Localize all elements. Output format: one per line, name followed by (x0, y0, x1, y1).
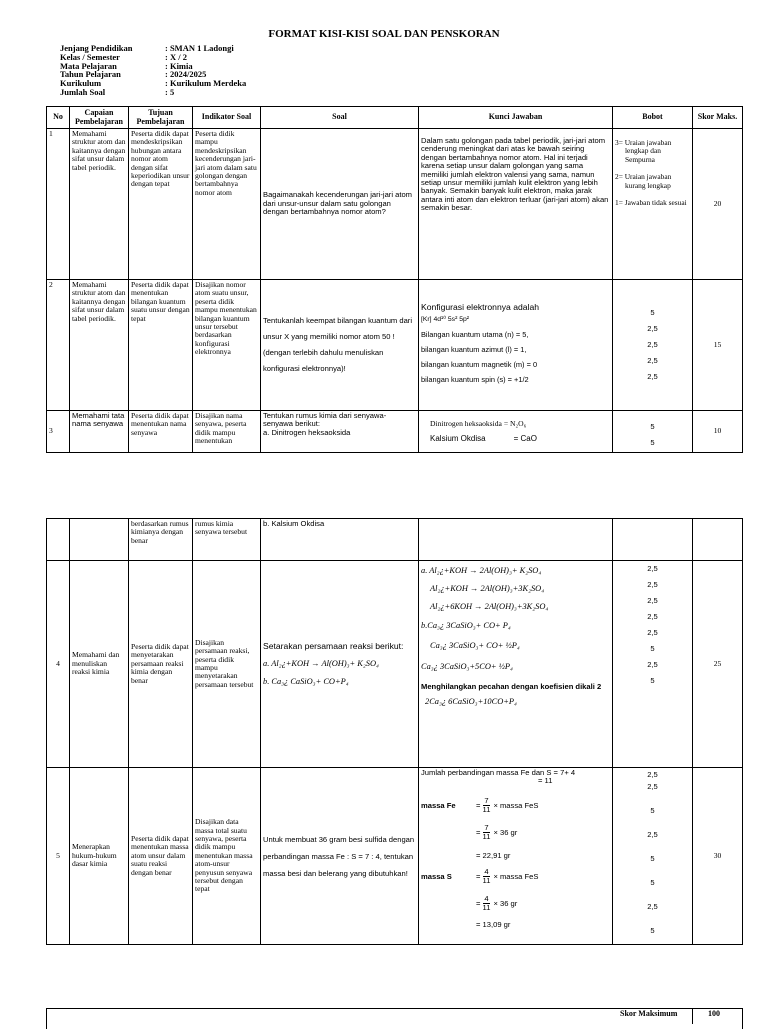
kunci-line: b.Ca₃¿ 3CaSiO₃+ CO+ P₄ (421, 621, 511, 630)
kunci-final: 2Ca₃¿ 6CaSiO₃+10CO+P₄ (425, 697, 517, 706)
kunci-note: Menghilangkan pecahan dengan koefisien dikali 2 (421, 682, 602, 691)
cell-capaian: Memahami dan menuliskan reaksi kimia (70, 561, 129, 768)
cell-kunci (419, 280, 613, 411)
kunci-title: Konfigurasi elektronnya adalah (421, 301, 540, 312)
kunci-line: = 11 (538, 776, 553, 786)
meta-value: : 2024/2025 (165, 69, 207, 80)
kunci-line: = 13,09 gr (476, 919, 511, 929)
cell-no: 2 (47, 280, 70, 411)
cell-soal: Untuk membuat 36 gram besi sulfida dengan perbandingan massa Fe : S = 7 : 4, tentukan massa besi dan belerang yang dibutuhkan! (261, 768, 419, 945)
kunci-line: × massa FeS (493, 800, 539, 810)
cell-no: 1 (47, 129, 70, 280)
bobot-item: 5 (650, 422, 655, 431)
kunci-config: [Kr] 4d¹⁰ 5s² 5p² (421, 316, 470, 324)
cell-bobot (613, 768, 693, 945)
meta-label: Kelas / Semester (60, 51, 120, 62)
skor-maksimum-label: Skor Maksimum (620, 1009, 678, 1018)
meta-value: : Kimia (165, 60, 193, 71)
cell-soal (261, 561, 419, 768)
bobot-item: 2,5 (647, 596, 658, 605)
kunci-line: × 36 gr (493, 827, 518, 837)
header-tujuan: Tujuan Pembelajaran (129, 107, 193, 129)
cell-kunci: Jumlah perbandingan massa Fe dan S = 7+ 4 = 11 massa Fe = $\frac{7}{11}$ × massa FeS = $\frac{7}{11}$ × 36 gr = 22,91 gr massa S = $\frac{4}{11}$ × massa FeS = $\frac{4}{11}$ × 36 gr = 13,09 gr (419, 768, 613, 945)
kunci-line: Jumlah perbandingan massa Fe dan S = 7+ 4 (421, 768, 576, 777)
bobot-item: 2,5 (647, 356, 658, 365)
fe-label: massa Fe (421, 800, 456, 810)
bobot-item: 5 (650, 308, 655, 317)
bobot-item: 2,5 (647, 660, 658, 669)
cell-bobot (613, 280, 693, 411)
meta-label: Tahun Pelajaran (60, 69, 121, 80)
kunci-line: Ca₃¿ 3CaSiO₃+5CO+ ½P₄ (421, 662, 513, 671)
table-row (47, 768, 743, 945)
kunci-b-value: = CaO (513, 434, 537, 444)
table-row (47, 411, 743, 453)
kunci-line (421, 428, 610, 443)
cell-tujuan: berdasarkan rumus kimianya dengan benar (129, 519, 193, 561)
bobot-item: 2,5 (647, 770, 658, 779)
cell-indikator: Disajikan data massa total suatu senyawa, peserta didik mampu menentukan massa atom-unsur penyusun senyawa tersebut dengan tepat (193, 768, 261, 945)
bobot-item: 2,5 (647, 340, 658, 349)
kunci-line: Dinitrogen heksaoksida = N₂O₆ (430, 419, 527, 428)
table-row (47, 519, 743, 561)
cell-capaian: Memahami tata nama senyawa (70, 411, 129, 453)
meta-label: Jumlah Soal (60, 86, 106, 97)
bobot-item: 5 (650, 438, 655, 447)
header-indikator: Indikator Soal (193, 107, 261, 129)
bobot-item: 2,5 (647, 564, 658, 573)
fraction: $\frac{7}{11}$ (482, 796, 491, 815)
table-row (47, 280, 743, 411)
cell-no: 3 (47, 411, 70, 453)
bobot-item: 3= Uraian jawaban lengkap dan Sempurna (615, 138, 672, 164)
bobot-item: 2,5 (647, 782, 658, 791)
cell-skor: 10 (693, 411, 743, 453)
cell-tujuan: Peserta didik dapat menyetarakan persamaan reaksi kimia dengan benar (129, 561, 193, 768)
bobot-item: 2,5 (647, 902, 658, 911)
soal-item: a. Al₂¿+KOH → Al(OH)₃+ K₂SO₄ (263, 658, 379, 668)
kunci-b-label: Kalsium Okdisa (430, 434, 486, 444)
meta-label: Kurikulum (60, 78, 102, 89)
cell-indikator: Disajikan nomor atom suatu unsur, peserta didik mampu menentukan bilangan kuantum unsur tersebut berdasarkan konfigurasi elektronnya (193, 280, 261, 411)
s-label: massa S (421, 871, 452, 881)
meta-value: : SMAN 1 Ladongi (165, 43, 234, 53)
fraction: $\frac{7}{11}$ (482, 823, 491, 842)
soal-text: Tentukan rumus kimia dari senyawa-senyawa berikut: (263, 411, 387, 429)
grid-table-page1 (46, 106, 743, 453)
cell-kunci: Dalam satu golongan pada tabel periodik, jari-jari atom cenderung meningkat dari atas ke bawah seiring dengan bertambahnya nomor atom. Hal ini terjadi karena setiap unsur dalam golongan yang sama memiliki jumlah elektron valensi yang sama, namun setiap unsur memiliki jumlah kulit elektron yang lebih banyak. Semakin banyak kulit elektron, maka jarak antara inti atom dan elektron terluar (jari-jari atom) akan semakin besar. (419, 129, 613, 280)
cell-skor: 20 (693, 129, 743, 280)
grid-table-page2 (46, 518, 743, 945)
kunci-line: Bilangan kuantum utama (n) = 5, (421, 330, 529, 340)
soal-item: a. Dinitrogen heksaoksida (263, 427, 351, 437)
cell-tujuan: Peserta didik dapat mendeskripsikan hubungan antara nomor atom dengan sifat keperiodikan unsur dengan tepat (129, 129, 193, 280)
bobot-item: 5 (650, 854, 655, 863)
cell-soal: b. Kalsium Okdisa (261, 519, 419, 561)
header-skor: Skor Maks. (693, 107, 743, 129)
header-bobot: Bobot (613, 107, 693, 129)
meta-label: Jenjang Pendidikan (60, 43, 133, 53)
kunci-line: Al₂¿+6KOH → 2Al(OH)₃+3K₂SO₄ (430, 602, 549, 611)
cell-tujuan: Peserta didik dapat menentukan massa atom unsur dalam suatu reaksi dengan benar (129, 768, 193, 945)
bobot-item: 2,5 (647, 628, 658, 637)
cell-capaian: Memahami struktur atom dan kaitannya dengan sifat unsur dalam tabel periodik. (70, 280, 129, 411)
kunci-line: Al₂¿+KOH → 2Al(OH)₃+3K₂SO₄ (430, 584, 545, 593)
bobot-item: 5 (650, 926, 655, 935)
cell-bobot (613, 411, 693, 453)
cell-skor: 15 (693, 280, 743, 411)
cell-no: 4 (47, 561, 70, 768)
meta-value: : X / 2 (165, 51, 187, 62)
meta-value: : 5 (165, 86, 175, 97)
kunci-line: bilangan kuantum magnetik (m) = 0 (421, 360, 538, 370)
cell-capaian: Menerapkan hukum-hukum dasar kimia (70, 768, 129, 945)
header-kunci: Kunci Jawaban (419, 107, 613, 129)
table-row (47, 561, 743, 768)
meta-block (60, 44, 246, 97)
bobot-item: 5 (650, 676, 655, 685)
kunci-line: = 22,91 gr (476, 850, 511, 860)
cell-no: 5 (47, 768, 70, 945)
bobot-item: 2,5 (647, 580, 658, 589)
cell-soal: Tentukanlah keempat bilangan kuantum dari unsur X yang memiliki nomor atom 50 ! (dengan terlebih dahulu menuliskan konfigurasi elektronnya)! (261, 280, 419, 411)
kunci-line: × massa FeS (493, 871, 539, 881)
header-no: No (47, 107, 70, 129)
header-capaian: Capaian Pembelajaran (70, 107, 129, 129)
cell-kunci (419, 411, 613, 453)
cell-indikator: Peserta didik mampu mendeskripsikan kecenderungan jari-jari atom dalam satu golongan dengan bertambahnya nomor atom (193, 129, 261, 280)
bobot-item: 2,5 (647, 830, 658, 839)
bobot-item: 2,5 (647, 612, 658, 621)
header-soal: Soal (261, 107, 419, 129)
fraction: $\frac{4}{11}$ (482, 867, 491, 886)
bobot-item: 2= Uraian jawaban kurang lengkap (615, 172, 672, 190)
cell-indikator: Disajikan nama senyawa, peserta didik mampu menentukan (193, 411, 261, 453)
cell-indikator: Disajikan persamaan reaksi, peserta didik mampu menyetarakan persamaan tersebut (193, 561, 261, 768)
kunci-line: Ca₃¿ 3CaSiO₃+ CO+ ½P₄ (430, 641, 520, 650)
bobot-item: 5 (650, 644, 655, 653)
fraction: $\frac{4}{11}$ (482, 894, 491, 913)
cell-bobot (613, 561, 693, 768)
meta-label: Mata Pelajaran (60, 60, 117, 71)
kunci-line: a. Al₂¿+KOH → 2Al(OH)₃+ K₂SO₄ (421, 566, 542, 575)
bobot-item: 1= Jawaban tidak sesuai (615, 198, 687, 208)
bobot-item: 5 (650, 806, 655, 815)
cell-tujuan: Peserta didik dapat menentukan nama senyawa (129, 411, 193, 453)
cell-skor: 25 (693, 561, 743, 768)
table-row (47, 129, 743, 280)
soal-text: Setarakan persamaan reaksi berikut: (263, 641, 404, 652)
page-title: FORMAT KISI-KISI SOAL DAN PENSKORAN (268, 28, 500, 40)
cell-indikator: rumus kimia senyawa tersebut (193, 519, 261, 561)
cell-skor: 30 (693, 768, 743, 945)
cell-capaian: Memahami struktur atom dan kaitannya dengan sifat unsur dalam tabel periodik. (70, 129, 129, 280)
cell-soal (261, 411, 419, 453)
soal-item: b. Ca₃¿ CaSiO₃+ CO+P₄ (263, 677, 349, 687)
bobot-item: 2,5 (647, 372, 658, 381)
kunci-line: bilangan kuantum spin (s) = +1/2 (421, 375, 529, 385)
bobot-item: 2,5 (647, 324, 658, 333)
bobot-item: 5 (650, 878, 655, 887)
cell-tujuan: Peserta didik dapat menentukan bilangan kuantum suatu unsur dengan tepat (129, 280, 193, 411)
kunci-line: × 36 gr (493, 898, 518, 908)
skor-maksimum-value: 100 (708, 1009, 720, 1018)
kunci-line: bilangan kuantum azimut (l) = 1, (421, 345, 527, 355)
cell-soal: Bagaimanakah kecenderungan jari-jari atom dari unsur-unsur dalam satu golongan dengan bertambahnya nomor atom? (261, 129, 419, 280)
meta-value: : Kurikulum Merdeka (165, 78, 247, 89)
cell-kunci (419, 561, 613, 768)
cell-bobot (613, 129, 693, 280)
